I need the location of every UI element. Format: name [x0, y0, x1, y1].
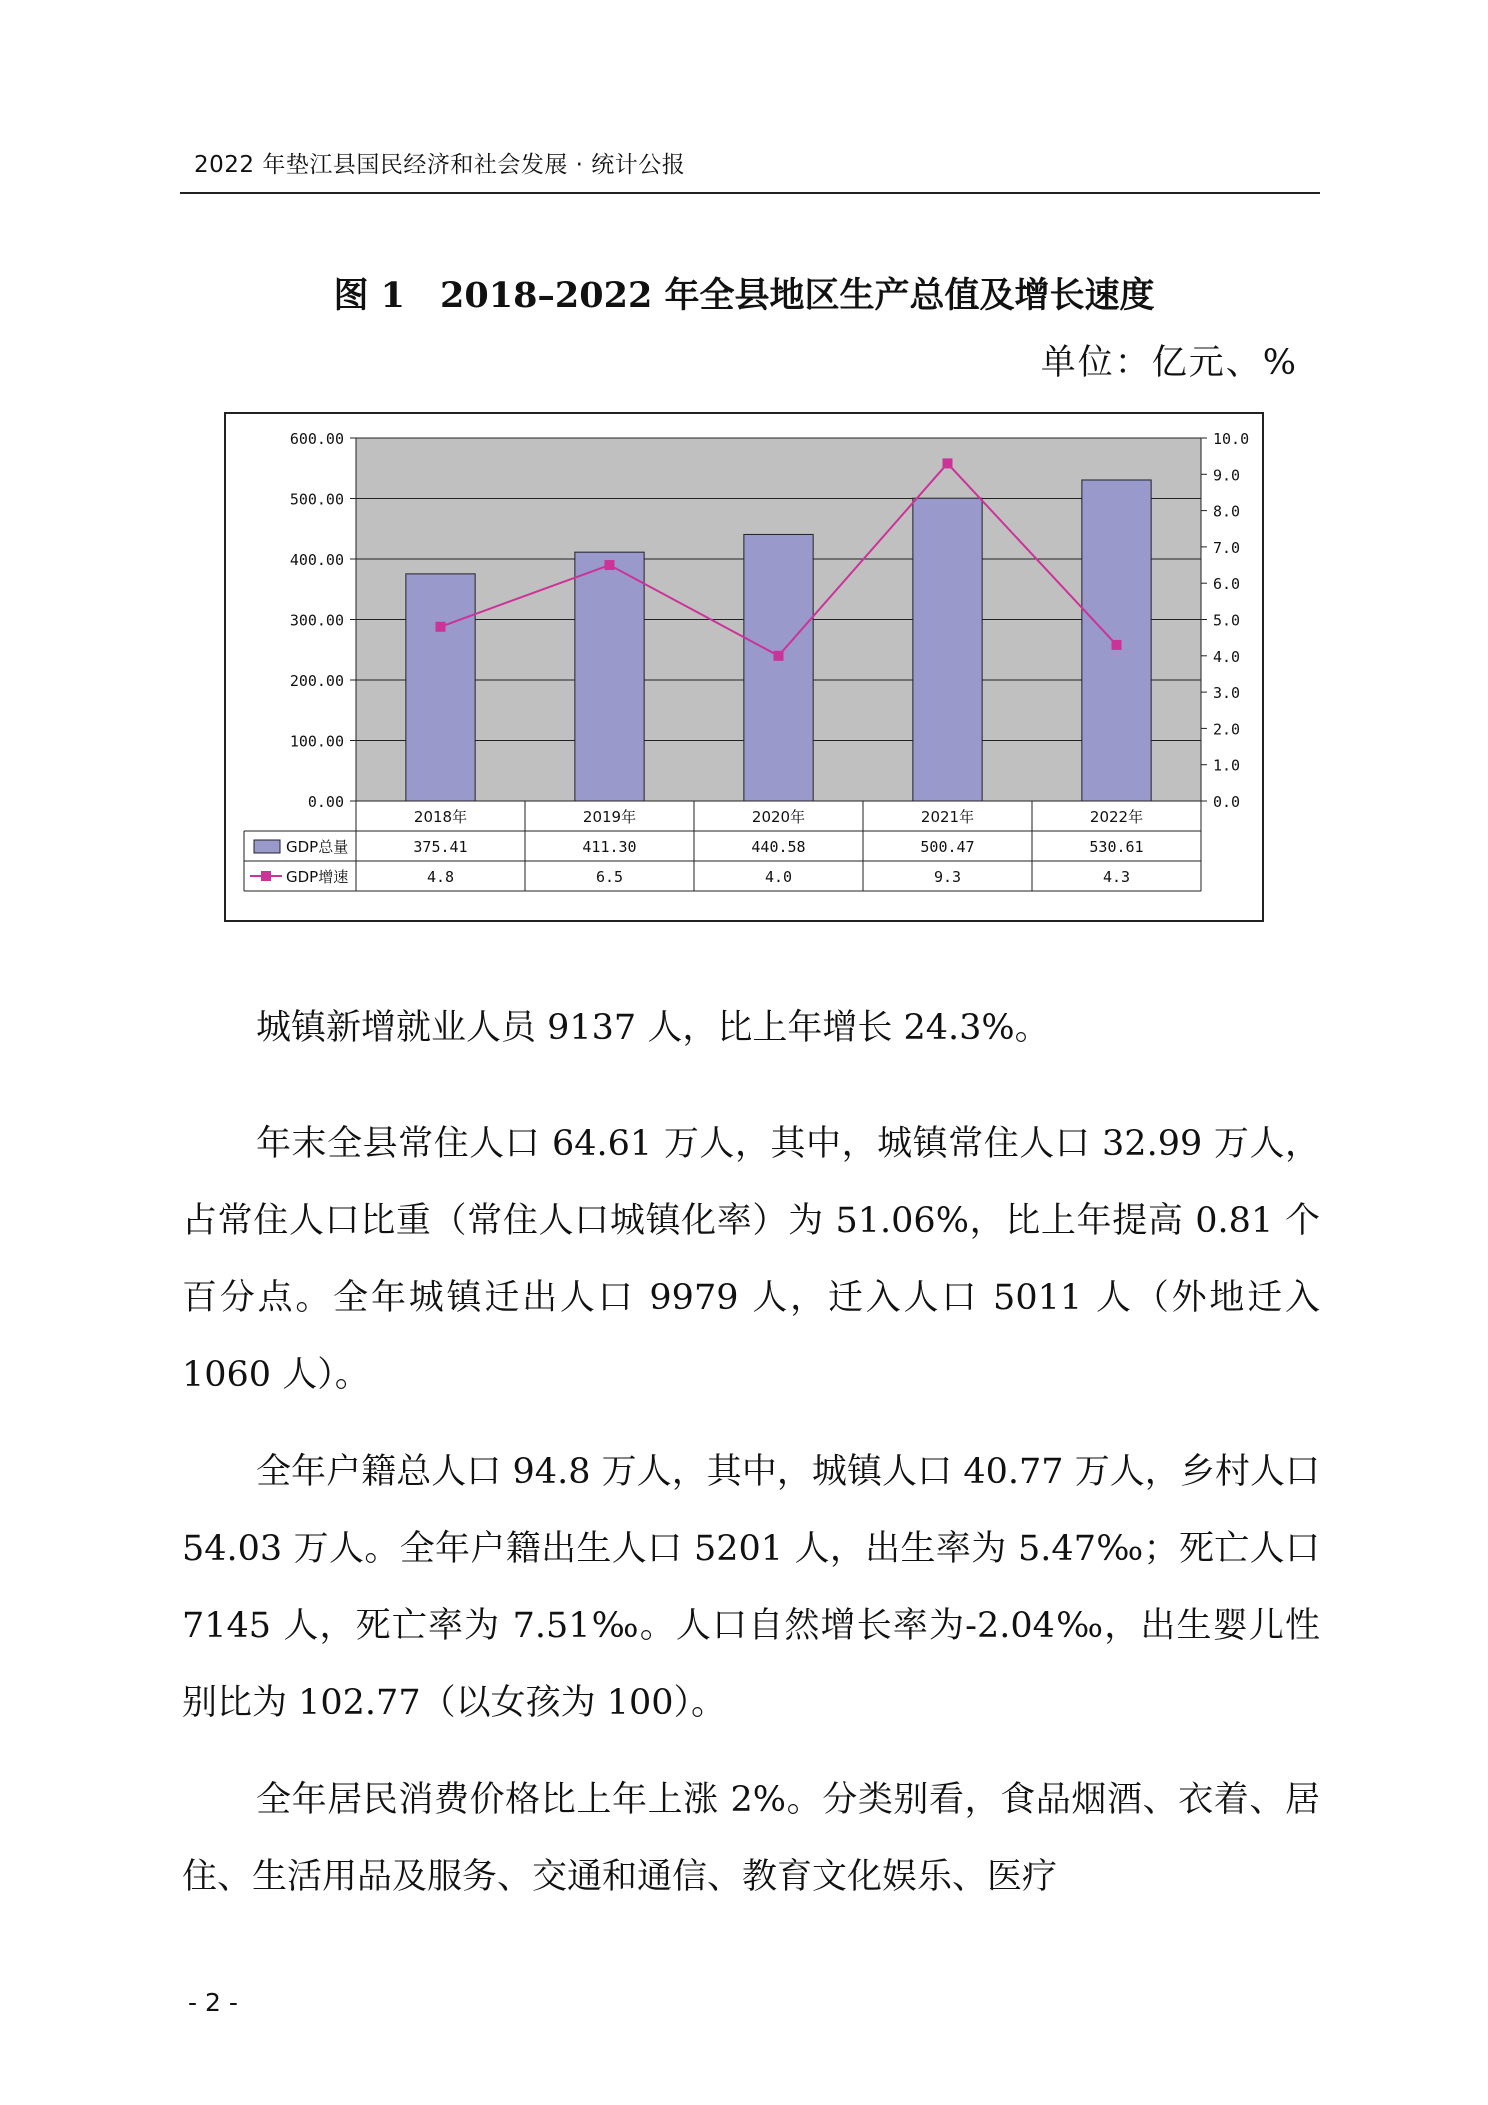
table-value-gdp-growth: 9.3: [933, 868, 962, 886]
x-category-label: 2019年: [582, 808, 637, 826]
point-gdp-growth: [1112, 640, 1122, 650]
table-value-gdp-total: 530.61: [1089, 838, 1144, 856]
x-category-label: 2020年: [751, 808, 806, 826]
x-category-label: 2018年: [413, 808, 468, 826]
y-right-tick-label: 7.0: [1213, 538, 1241, 557]
bar-gdp-total: [575, 552, 644, 801]
gdp-chart: [224, 412, 1264, 922]
x-category-label: 2022年: [1089, 808, 1144, 826]
y-left-tick-label: 0.00: [307, 793, 344, 811]
page-header: [180, 140, 1320, 194]
table-value-gdp-growth: 6.5: [595, 868, 624, 886]
y-right-tick-label: 2.0: [1213, 720, 1241, 739]
legend-swatch-gdp-total: [254, 840, 280, 853]
y-left-tick-label: 400.00: [289, 551, 344, 569]
y-right-tick-label: 0.0: [1213, 793, 1241, 811]
page-number: - 2 -: [188, 1988, 238, 2017]
bar-gdp-total: [744, 534, 813, 801]
x-category-label: 2021年: [920, 808, 975, 826]
legend-label-gdp-growth: GDP增速: [286, 868, 349, 886]
y-right-tick-label: 8.0: [1213, 502, 1241, 521]
gdp-chart-svg: [226, 414, 1262, 920]
header-title: 2022 年垫江县国民经济和社会发展 · 统计公报: [194, 152, 686, 178]
figure-title: 图 1 2018–2022 年全县地区生产总值及增长速度: [333, 275, 1155, 316]
y-left-tick-label: 600.00: [289, 430, 344, 448]
bar-gdp-total: [406, 574, 475, 801]
y-right-tick-label: 1.0: [1213, 756, 1241, 775]
y-right-tick-label: 3.0: [1213, 684, 1241, 703]
table-value-gdp-growth: 4.3: [1102, 868, 1131, 886]
y-left-tick-label: 500.00: [289, 490, 344, 509]
figure-unit: 单位：亿元、%: [1040, 343, 1298, 383]
y-right-tick-label: 6.0: [1213, 575, 1241, 594]
paragraph-consumer-prices: 全年居民消费价格比上年上涨 2%。分类别看，食品烟酒、衣着、居住、生活用品及服务、交通和通信、教育文化娱乐、医疗: [182, 1780, 1320, 1897]
table-value-gdp-growth: 4.8: [426, 868, 455, 886]
point-gdp-growth: [943, 458, 953, 468]
point-gdp-growth: [605, 560, 615, 570]
table-value-gdp-growth: 4.0: [764, 868, 793, 886]
y-right-tick-label: 10.0: [1213, 430, 1250, 448]
point-gdp-growth: [774, 651, 784, 661]
y-left-tick-label: 300.00: [289, 611, 344, 630]
table-value-gdp-total: 411.30: [582, 838, 637, 856]
table-value-gdp-total: 375.41: [413, 838, 468, 856]
table-value-gdp-total: 440.58: [751, 838, 806, 856]
paragraph-registered-population: 全年户籍总人口 94.8 万人，其中，城镇人口 40.77 万人，乡村人口 54.03 万人。全年户籍出生人口 5201 人，出生率为 5.47‰；死亡人口 7145 人，死亡率为 7.51‰。人口自然增长率为-2.04‰，出生婴儿性别比为 102.77（以女孩为 100）。: [182, 1452, 1320, 1723]
y-right-tick-label: 5.0: [1213, 611, 1241, 630]
y-right-tick-label: 9.0: [1213, 466, 1241, 485]
y-left-tick-label: 200.00: [289, 672, 344, 690]
legend-label-gdp-total: GDP总量: [286, 838, 349, 856]
y-right-tick-label: 4.0: [1213, 647, 1241, 666]
bar-gdp-total: [913, 498, 982, 801]
legend-marker-gdp-growth: [261, 871, 271, 881]
point-gdp-growth: [436, 622, 446, 632]
y-left-tick-label: 100.00: [289, 732, 344, 751]
paragraph-resident-population: 年末全县常住人口 64.61 万人，其中，城镇常住人口 32.99 万人，占常住人口比重（常住人口城镇化率）为 51.06%，比上年提高 0.81 个百分点。全年城镇迁出人口 9979 人，迁入人口 5011 人（外地迁入 1060 人）。: [182, 1124, 1320, 1395]
table-value-gdp-total: 500.47: [920, 838, 975, 856]
paragraph-employment: 城镇新增就业人员 9137 人，比上年增长 24.3%。: [256, 1008, 1050, 1048]
